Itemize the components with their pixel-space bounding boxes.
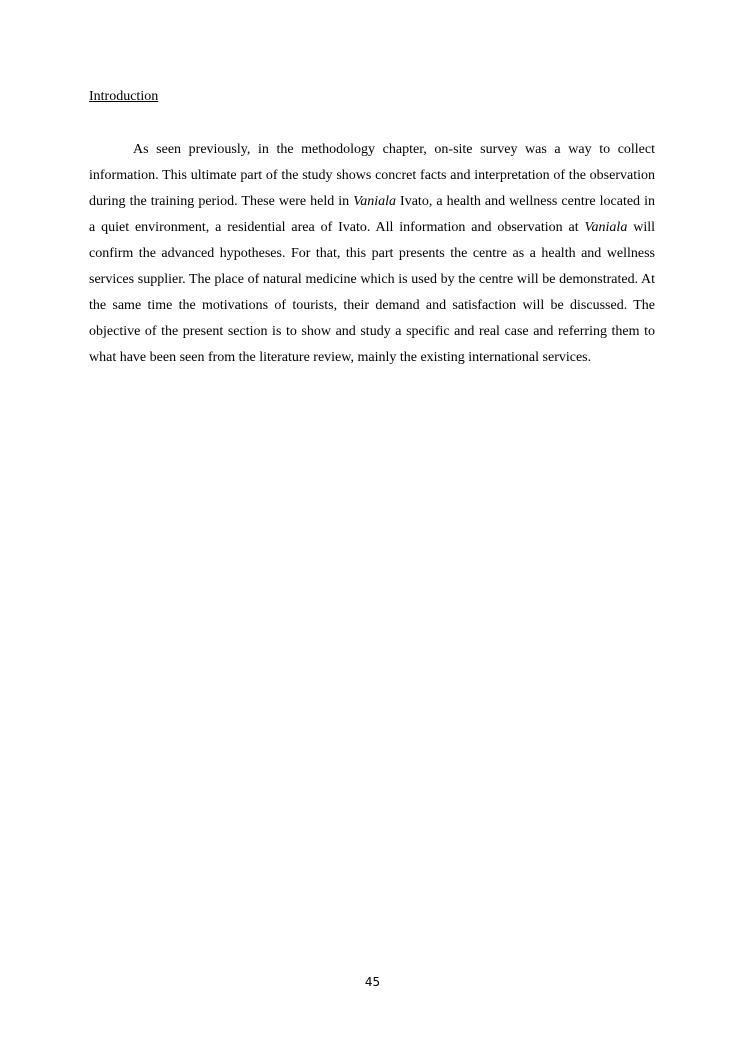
paragraph-text-part-3: will confirm the advanced hypotheses. For that, this part presents the centre as a health and wellness services supplier. The place of natural medicine which is used by the centre will be demonstrated. At the same time the motivations of tourists, their demand and satisfaction will be discussed. The objective of the present section is to show and study a specific and real case and referring them to what have been seen from the literature review, mainly the existing international services. [89,220,655,365]
italic-place-name: Vaniala [584,220,628,235]
paragraph-text-part-1: As seen previously, in the methodology chapter, on-site survey was a way to collect information. This ultimate part of the study shows concret facts and interpretation of the observation during the training period. These were held in [89,142,655,209]
body-paragraph [89,137,655,371]
italic-place-name: Vaniala [353,194,396,209]
section-heading: Introduction [89,89,159,104]
page-number: 45 [364,975,381,989]
paragraph-text-part-2: Ivato, a health and wellness centre located in a quiet environment, a residential area of Ivato. All information and observation at [89,194,655,235]
